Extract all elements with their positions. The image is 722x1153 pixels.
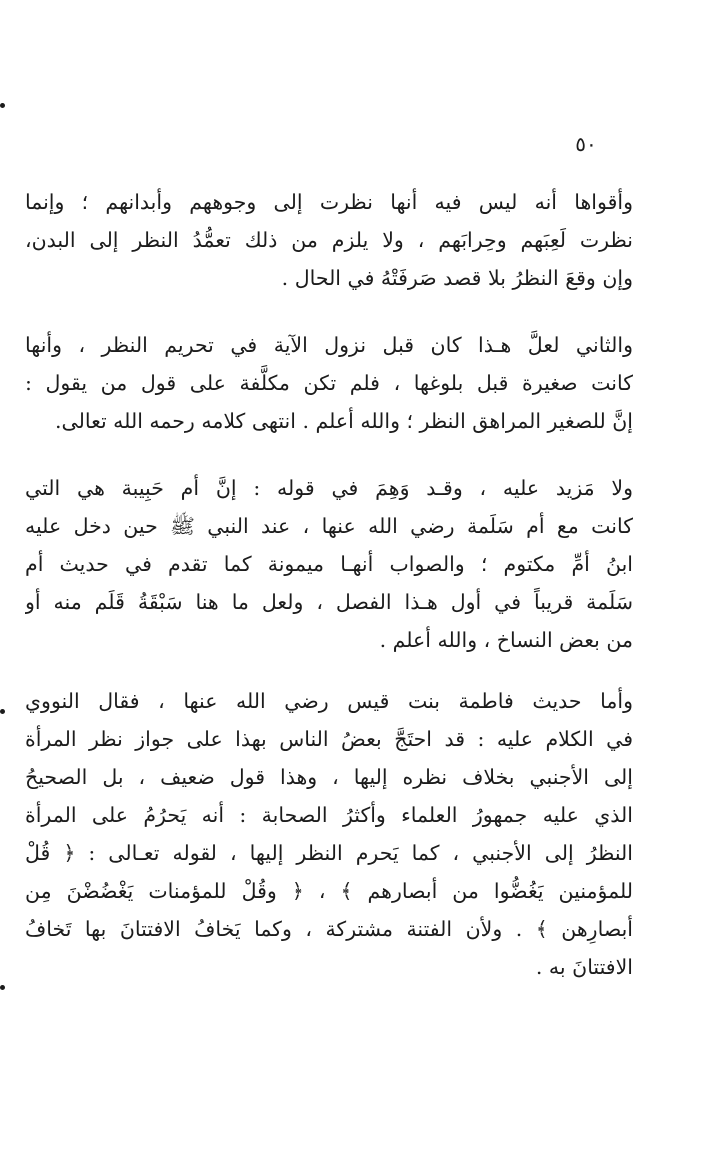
text-line: ابنُ أمِّ مكتوم ؛ والصواب أنهـا ميمونة كما تقدم في حديث أم xyxy=(25,552,633,576)
paragraph-2 xyxy=(25,326,633,440)
margin-mark xyxy=(0,985,5,990)
text-line: وإن وقعَ النظرُ بلا قصد صَرفَتْهُ في الحال . xyxy=(281,266,633,290)
text-line: من بعض النساخ ، والله أعلم . xyxy=(379,628,633,652)
margin-mark xyxy=(0,709,5,714)
page-number: ٥٠ xyxy=(575,132,597,156)
text-line: للمؤمنين يَغُضُّوا من أبصارهم ﴾ ، ﴿ وقُلْ للمؤمنات يَغْضُضْنَ مِن xyxy=(25,879,633,903)
text-line: ولا مَزيد عليه ، وقـد وَهِمَ في قوله : إنَّ أم حَبِيبة هي التي xyxy=(25,476,633,500)
paragraph-4 xyxy=(25,682,633,986)
text-line: وأما حديث فاطمة بنت قيس رضي الله عنها ، فقال النووي xyxy=(25,689,633,713)
text-line: سَلَمة قريباً في أول هـذا الفصل ، ولعل ما هنا سَبْقَةُ قَلَم منه أو xyxy=(25,590,633,614)
text-line: إنَّ للصغير المراهق النظر ؛ والله أعلم . انتهى كلامه رحمه الله تعالى. xyxy=(54,409,633,433)
text-line: وأقواها أنه ليس فيه أنها نظرت إلى وجوههم وأبدانهم ؛ وإنما xyxy=(25,190,633,214)
text-line: كانت مع أم سَلَمة رضي الله عنها ، عند النبي ﷺ حين دخل عليه xyxy=(25,514,633,538)
text-line: النظرُ إلى الأجنبي ، كما يَحرم النظر إليها ، لقوله تعـالى : ﴿ قُلْ xyxy=(25,841,633,865)
text-line: والثاني لعلَّ هـذا كان قبل نزول الآية في تحريم النظر ، وأنها xyxy=(25,333,633,357)
paragraph-3 xyxy=(25,469,633,659)
text-line: الافتتانَ به . xyxy=(535,955,633,979)
text-line: الذي عليه جمهورُ العلماء وأكثرُ الصحابة : أنه يَحرُمُ على المرأة xyxy=(25,803,633,827)
paragraph-1 xyxy=(25,183,633,297)
text-line: كانت صغيرة قبل بلوغها ، فلم تكن مكلَّفة على قول من يقول : xyxy=(25,371,633,395)
text-line: أبصارِهن ﴾ . ولأن الفتنة مشتركة ، وكما يَخافُ الافتتانَ بها تَخافُ xyxy=(25,917,633,941)
margin-mark xyxy=(0,103,5,108)
text-line: إلى الأجنبي بخلاف نظره إليها ، وهذا قول ضعيف ، بل الصحيحُ xyxy=(25,765,633,789)
text-line: في الكلام عليه : قد احتَجَّ بعضُ الناس بهذا على جواز نظر المرأة xyxy=(25,727,633,751)
text-line: نظرت لَعِبَهم وحِرابَهم ، ولا يلزم من ذلك تعمُّدُ النظر إلى البدن، xyxy=(25,228,633,252)
